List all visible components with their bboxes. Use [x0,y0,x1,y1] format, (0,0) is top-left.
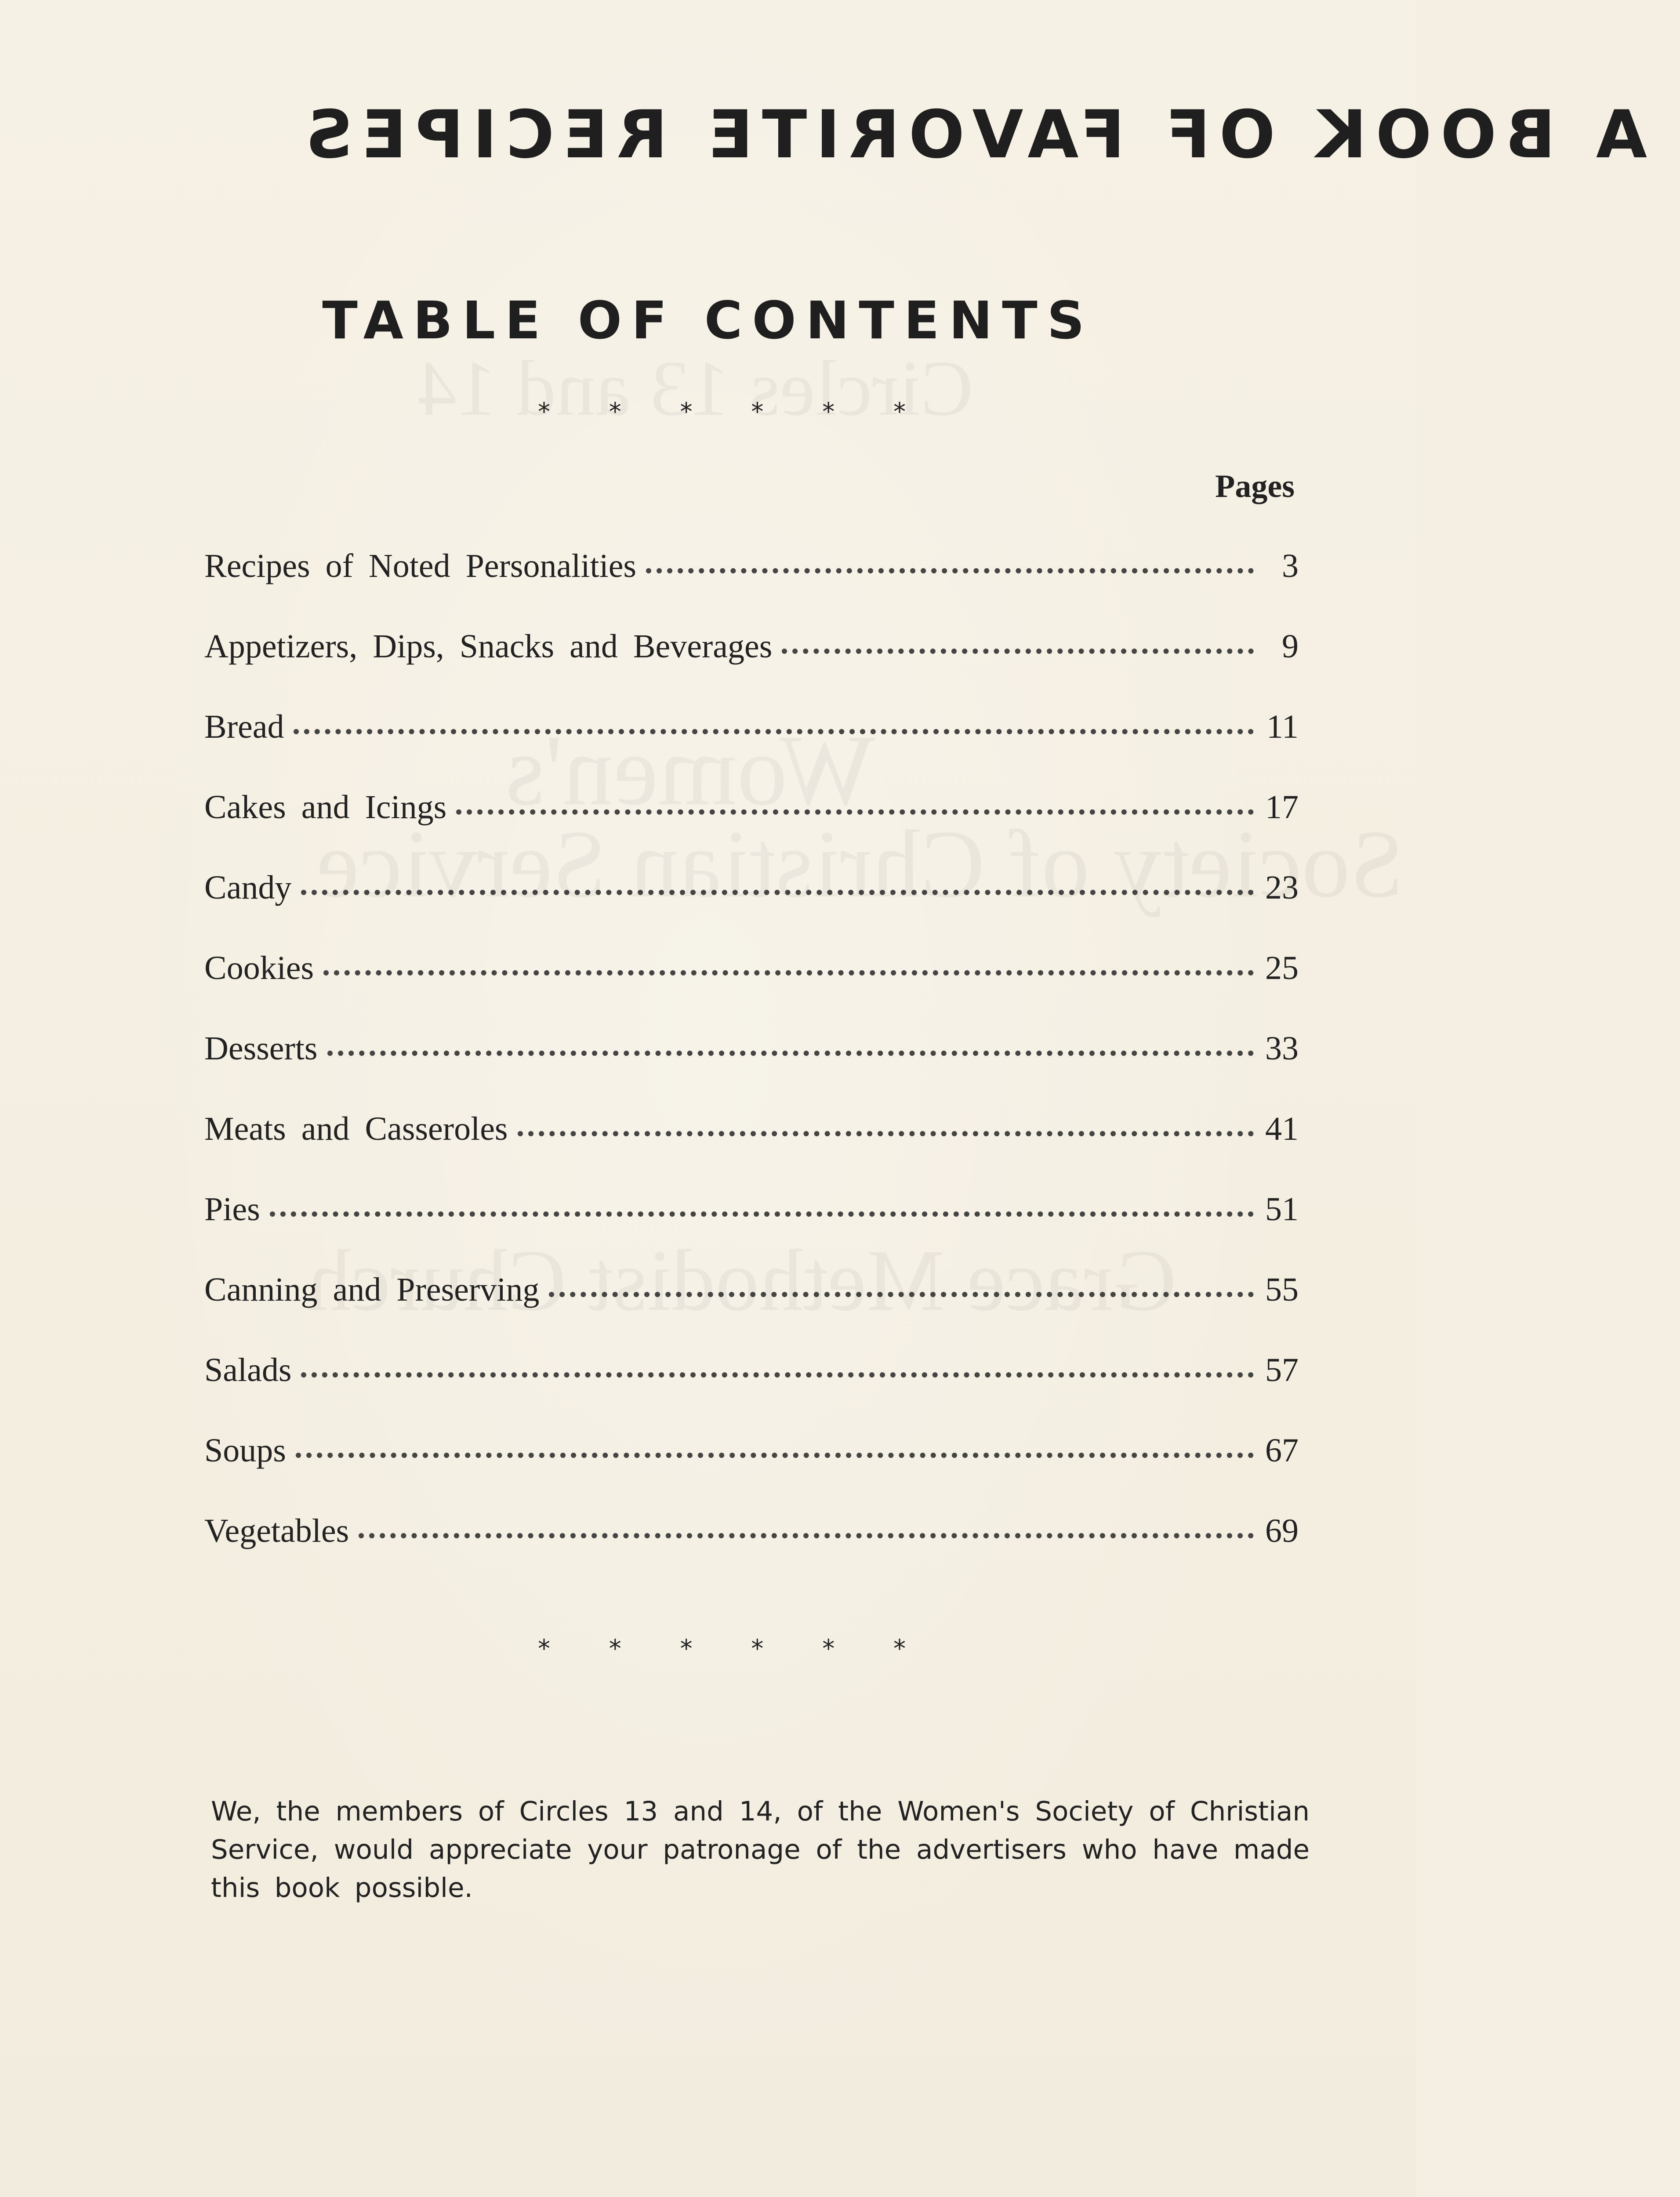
pages-heading: Pages [1215,468,1295,504]
toc-entry-page: 23 [1265,869,1299,906]
dot-leader [301,1372,1254,1378]
toc-entry-page: 3 [1282,547,1299,584]
toc-entry [204,1030,1299,1110]
toc-entry-label: Pies [204,1191,260,1228]
toc-entry-page: 33 [1265,1030,1299,1067]
toc-entry [204,949,1299,1030]
toc-entry-page: 17 [1265,789,1299,826]
toc-entry [204,1271,1299,1351]
dot-leader [270,1211,1254,1217]
toc-entry-page: 41 [1265,1110,1299,1147]
toc-entry-page: 9 [1282,628,1299,665]
bottom-separator: * * * * * * [537,1635,931,1663]
toc-entry-label: Meats and Casseroles [204,1110,508,1147]
toc-entry [204,1190,1299,1271]
dot-leader [782,649,1254,654]
toc-entry [204,788,1299,869]
toc-entry-label: Desserts [204,1030,318,1067]
toc-entry [204,869,1299,949]
toc-entry [204,1110,1299,1190]
toc-entry-page: 25 [1265,950,1299,986]
toc-entry-label: Vegetables [204,1512,349,1549]
table-of-contents [204,547,1299,1592]
dot-leader [296,1453,1254,1458]
show-through-book-title: A BOOK OF FAVORITE RECIPES [296,97,1647,173]
page-title: TABLE OF CONTENTS [322,290,1094,351]
toc-entry-label: Recipes of Noted Personalities [204,547,637,584]
dot-leader [518,1131,1254,1136]
toc-entry [204,1351,1299,1432]
top-separator: * * * * * * [537,398,931,426]
toc-entry-page: 57 [1265,1352,1299,1389]
toc-entry-label: Cakes and Icings [204,789,447,826]
toc-entry-label: Appetizers, Dips, Snacks and Beverages [204,628,773,665]
toc-entry-label: Salads [204,1352,292,1389]
dot-leader [323,970,1254,975]
dot-leader [301,890,1254,895]
footer-note: We, the members of Circles 13 and 14, of the Women's Society of Christian Service, would appreciate your patronage of the advertisers who have made this book possible. [211,1796,1310,1903]
toc-entry-label: Bread [204,708,284,745]
toc-entry [204,708,1299,788]
dot-leader [646,568,1254,573]
toc-entry [204,547,1299,627]
toc-entry-page: 69 [1265,1512,1299,1549]
toc-entry [204,627,1299,708]
dot-leader [327,1051,1254,1056]
dot-leader [359,1533,1254,1538]
toc-entry-label: Candy [204,869,292,906]
toc-entry-page: 55 [1265,1271,1299,1308]
dot-leader [456,809,1254,815]
dot-leader [549,1292,1254,1297]
toc-entry-page: 67 [1265,1432,1299,1469]
toc-entry [204,1432,1299,1512]
toc-entry [204,1512,1299,1592]
dot-leader [294,729,1254,734]
toc-entry-label: Cookies [204,950,314,986]
toc-entry-label: Canning and Preserving [204,1271,540,1308]
toc-entry-label: Soups [204,1432,286,1469]
toc-entry-page: 51 [1265,1191,1299,1228]
toc-entry-page: 11 [1266,708,1299,745]
